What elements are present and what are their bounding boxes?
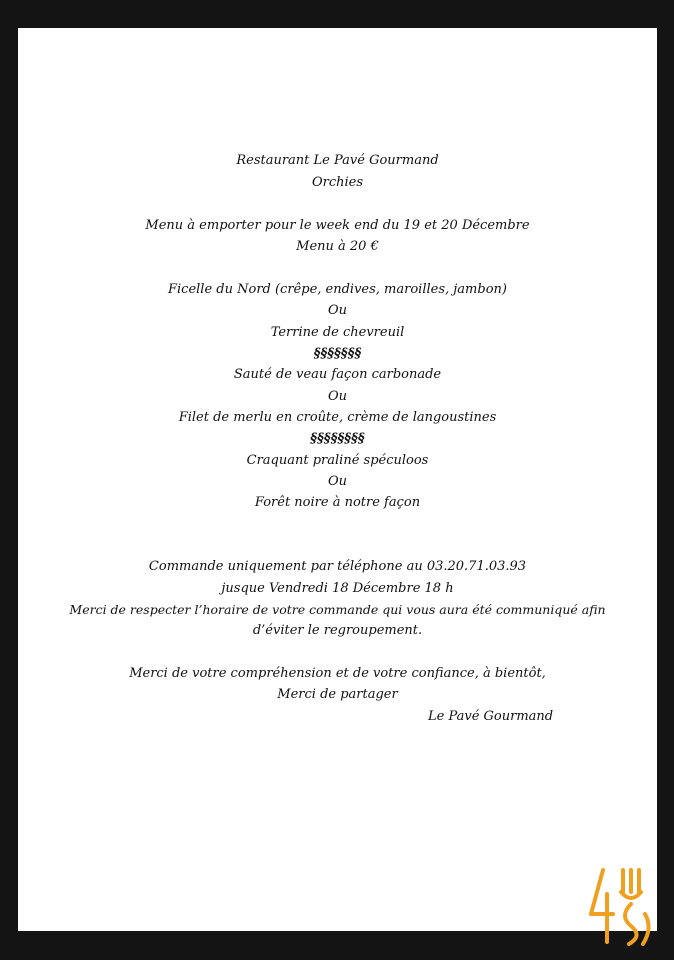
share-message: Merci de partager [277, 687, 398, 702]
starter-option-2: Terrine de chevreuil [270, 325, 405, 340]
signature: Le Pavé Gourmand [428, 709, 554, 724]
restaurant-name: Restaurant Le Pavé Gourmand [236, 153, 439, 168]
course-separator-1: §§§§§§§ [313, 346, 362, 361]
dessert-option-2: Forêt noire à notre façon [254, 495, 421, 510]
main-option-1: Sauté de veau façon carbonade [233, 367, 442, 382]
dessert-option-1: Craquant praliné spéculoos [246, 453, 429, 468]
order-note-line-1: Merci de respecter l’horaire de votre commande qui vous aura été communiqué afin [69, 602, 606, 617]
or-separator-2: Ou [327, 389, 348, 404]
menu-price: Menu à 20 € [296, 239, 379, 254]
or-separator-3: Ou [327, 474, 348, 489]
course-separator-2: §§§§§§§§ [310, 431, 365, 446]
city-name: Orchies [311, 175, 364, 190]
order-note-line-2: d’éviter le regroupement. [252, 623, 423, 638]
thanks-message: Merci de votre compréhension et de votre confiance, à bientôt, [129, 666, 546, 681]
order-deadline: jusque Vendredi 18 Décembre 18 h [221, 581, 454, 596]
main-option-2: Filet de merlu en croûte, crème de langoustines [178, 410, 497, 425]
menu-sheet [18, 28, 657, 931]
menu-subtitle: Menu à emporter pour le week end du 19 et 20 Décembre [145, 218, 530, 233]
or-separator-1: Ou [327, 303, 348, 318]
order-phone: Commande uniquement par téléphone au 03.20.71.03.93 [148, 559, 527, 574]
starter-option-1: Ficelle du Nord (crêpe, endives, maroilles, jambon) [168, 282, 507, 297]
restaurant-logo-icon [583, 864, 657, 950]
